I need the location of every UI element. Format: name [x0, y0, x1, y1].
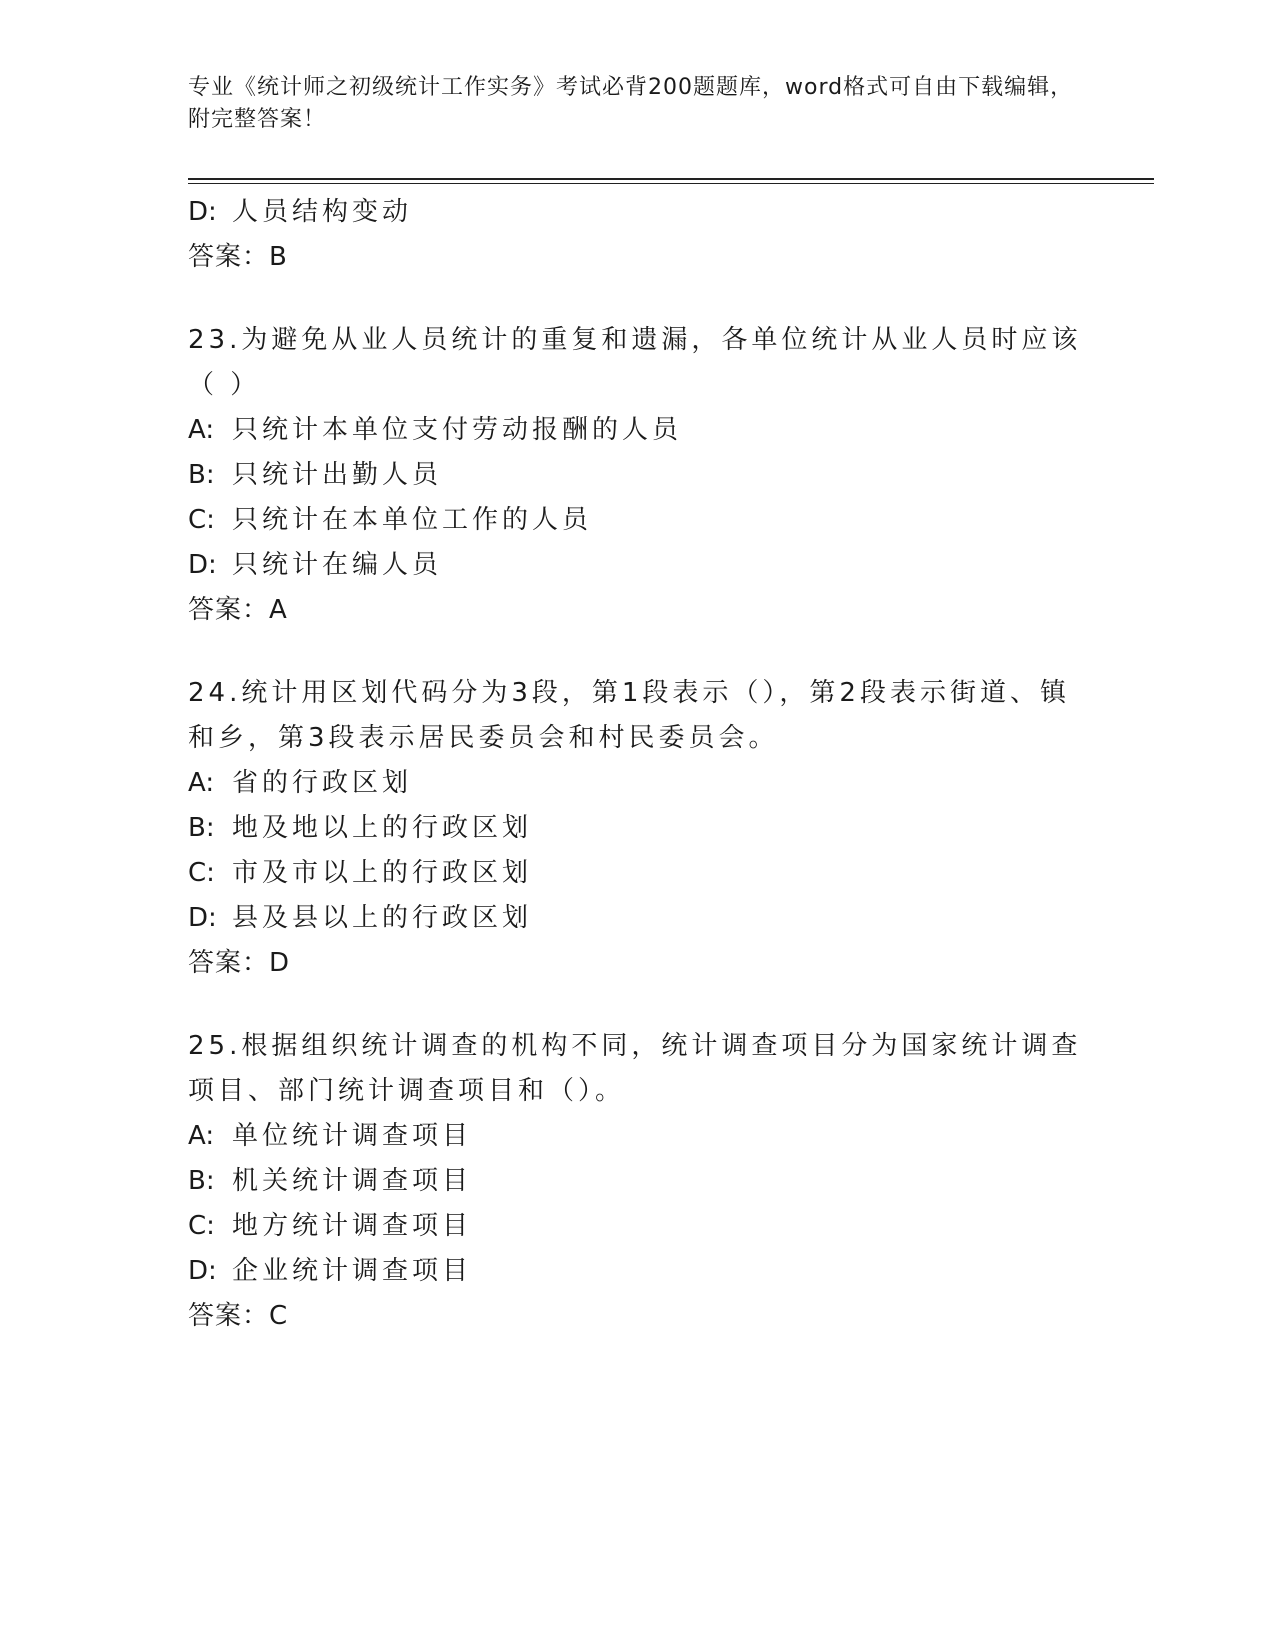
option-key: D: [188, 197, 217, 227]
option-d [188, 543, 1088, 588]
option-text: 只统计出勤人员 [232, 460, 443, 490]
question-25 [188, 1024, 1088, 1339]
option-b [188, 806, 1088, 851]
option-key: B: [188, 813, 215, 843]
option-key: D: [188, 550, 217, 580]
question-list [188, 190, 1088, 1339]
option-d [188, 190, 1088, 235]
answer: 答案：B [188, 242, 288, 272]
option-key: C: [188, 505, 215, 535]
option-d [188, 896, 1088, 941]
option-text: 市及市以上的行政区划 [232, 858, 533, 888]
option-c [188, 1204, 1088, 1249]
answer: 答案：C [188, 1301, 289, 1331]
option-text: 企业统计调查项目 [232, 1256, 473, 1286]
option-key: B: [188, 460, 215, 490]
header-divider-thick [188, 178, 1154, 180]
option-key: A: [188, 768, 215, 798]
option-b [188, 1159, 1088, 1204]
option-text: 省的行政区划 [232, 768, 413, 798]
option-text: 机关统计调查项目 [232, 1166, 473, 1196]
option-key: A: [188, 1121, 215, 1151]
option-text: 县及县以上的行政区划 [232, 903, 533, 933]
option-key: A: [188, 415, 215, 445]
option-key: B: [188, 1166, 215, 1196]
answer: 答案：A [188, 595, 288, 625]
option-text: 地及地以上的行政区划 [232, 813, 533, 843]
option-key: D: [188, 1256, 217, 1286]
answer: 答案：D [188, 948, 291, 978]
option-a [188, 761, 1088, 806]
question-stem: 23.为避免从业人员统计的重复和遗漏，各单位统计从业人员时应该（ ） [188, 325, 1082, 400]
option-text: 单位统计调查项目 [232, 1121, 473, 1151]
option-c [188, 498, 1088, 543]
question-23 [188, 318, 1088, 633]
option-text: 只统计本单位支付劳动报酬的人员 [232, 415, 683, 445]
option-b [188, 453, 1088, 498]
option-text: 人员结构变动 [232, 197, 413, 227]
question-stem: 24.统计用区划代码分为3段，第1段表示（），第2段表示街道、镇和乡，第3段表示居民委员会和村民委员会。 [188, 678, 1070, 753]
question-stem: 25.根据组织统计调查的机构不同，统计调查项目分为国家统计调查项目、部门统计调查项目和（）。 [188, 1031, 1082, 1106]
document-header: 专业《统计师之初级统计工作实务》考试必背200题题库，word格式可自由下载编辑，附完整答案！ [188, 75, 1074, 132]
option-key: C: [188, 858, 215, 888]
option-c [188, 851, 1088, 896]
header-divider-thin [188, 183, 1154, 184]
option-key: D: [188, 903, 217, 933]
option-key: C: [188, 1211, 215, 1241]
question-24 [188, 671, 1088, 986]
option-text: 只统计在本单位工作的人员 [232, 505, 593, 535]
option-a [188, 408, 1088, 453]
option-a [188, 1114, 1088, 1159]
option-d [188, 1249, 1088, 1294]
option-text: 只统计在编人员 [232, 550, 443, 580]
option-text: 地方统计调查项目 [232, 1211, 473, 1241]
